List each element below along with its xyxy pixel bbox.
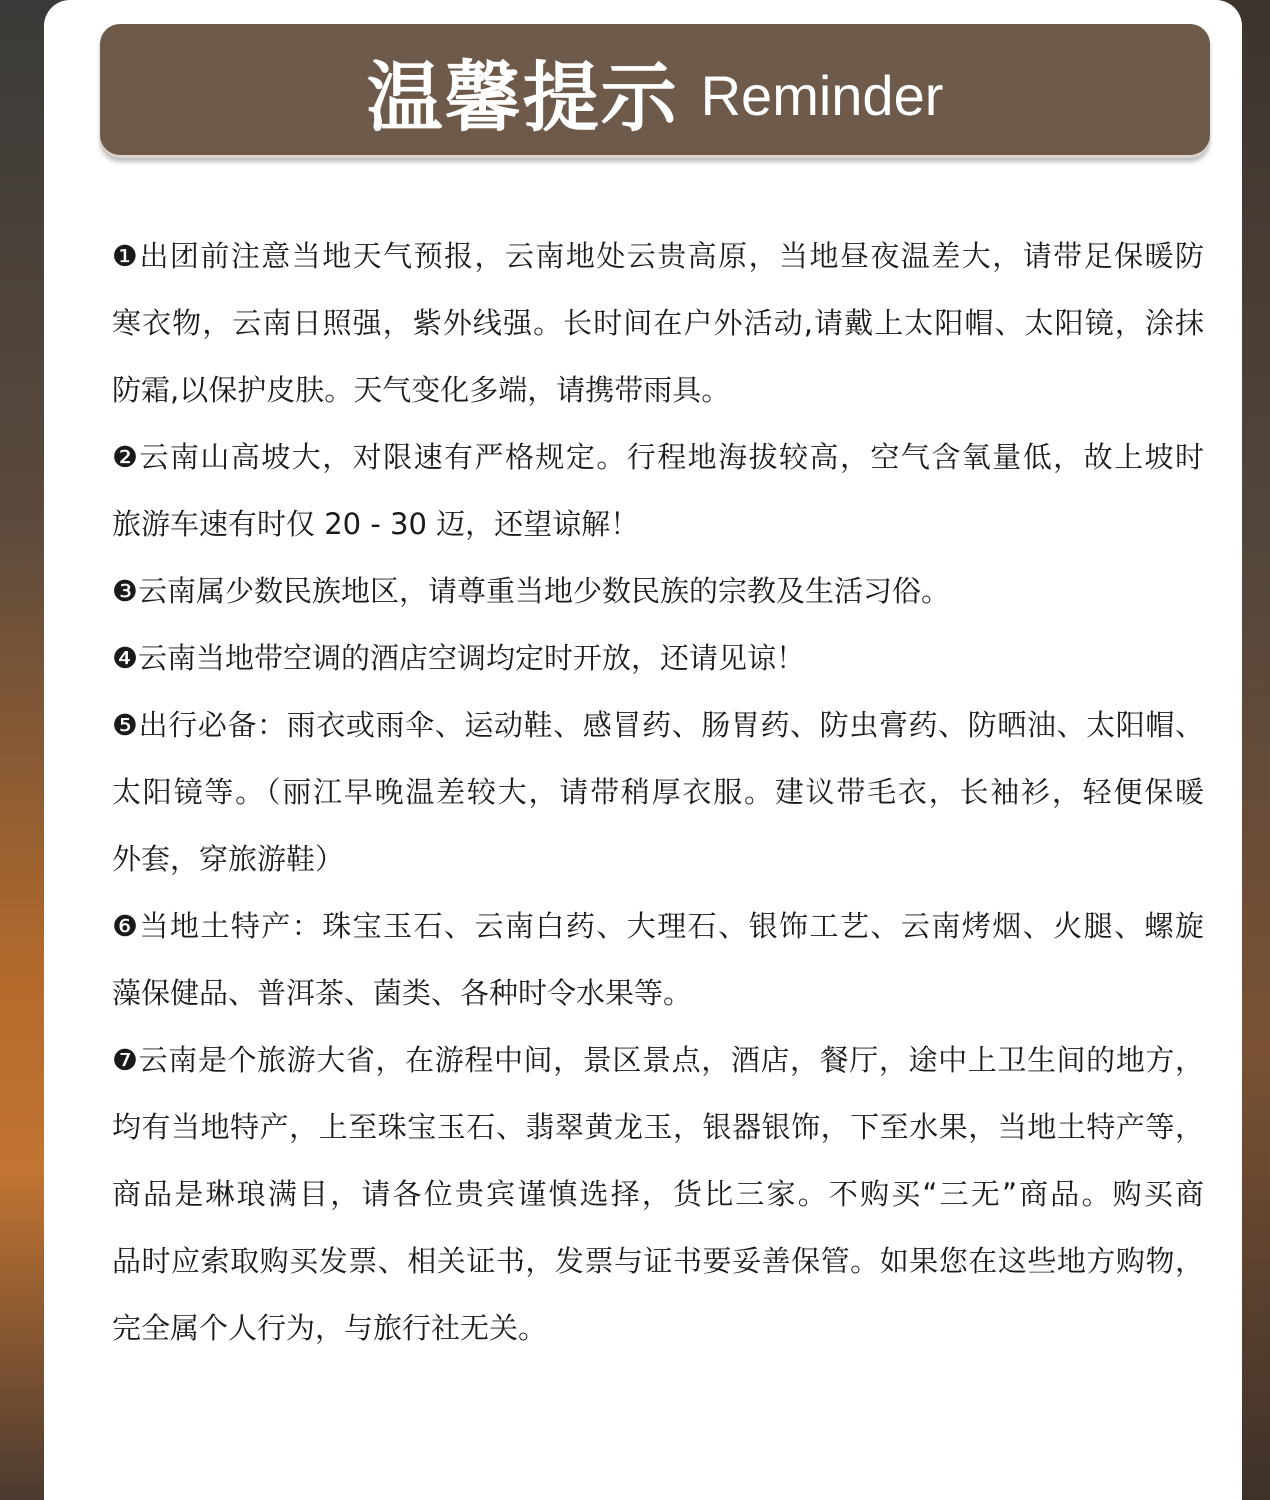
text-line: 藻保健品、普洱茶、菌类、各种时令水果等。 [112, 976, 693, 1010]
text-line: 防霜,以保护皮肤。天气变化多端，请携带雨具。 [112, 373, 731, 407]
text-line: 商品是琳琅满目，请各位贵宾谨慎选择，货比三家。不购买“三无”商品。购买商 [112, 1177, 1204, 1211]
title-banner [100, 24, 1210, 158]
text-line: 均有当地特产，上至珠宝玉石、翡翠黄龙玉，银器银饰，下至水果，当地土特产等， [112, 1110, 1204, 1144]
text-line: 外套，穿旅游鞋） [112, 842, 345, 876]
text-line: 寒衣物，云南日照强，紫外线强。长时间在户外活动,请戴上太阳帽、太阳镜，涂抹 [112, 306, 1204, 340]
text-line: ❶出团前注意当地天气预报，云南地处云贵高原，当地昼夜温差大，请带足保暖防 [112, 239, 1204, 273]
text-line: ❹云南当地带空调的酒店空调均定时开放，还请见谅！ [112, 641, 805, 675]
text-line: ❼云南是个旅游大省，在游程中间，景区景点，酒店，餐厅，途中上卫生间的地方， [112, 1043, 1204, 1077]
title-english: Reminder [700, 63, 944, 127]
text-line: ❸云南属少数民族地区，请尊重当地少数民族的宗教及生活习俗。 [112, 574, 950, 608]
title-chinese: 温馨提示 [366, 52, 679, 142]
reminder-content [112, 223, 1204, 1362]
text-line: 旅游车速有时仅 20 - 30 迈，还望谅解！ [112, 507, 640, 541]
text-line: 品时应索取购买发票、相关证书，发票与证书要妥善保管。如果您在这些地方购物， [112, 1244, 1204, 1278]
text-line: ❻当地土特产：珠宝玉石、云南白药、大理石、银饰工艺、云南烤烟、火腿、螺旋 [112, 909, 1204, 943]
text-line: 完全属个人行为，与旅行社无关。 [112, 1311, 548, 1345]
text-line: 太阳镜等。（丽江早晚温差较大，请带稍厚衣服。建议带毛衣，长袖衫，轻便保暖 [112, 775, 1204, 809]
text-line: ❷云南山高坡大，对限速有严格规定。行程地海拔较高，空气含氧量低，故上坡时 [112, 440, 1204, 474]
text-line: ❺出行必备：雨衣或雨伞、运动鞋、感冒药、肠胃药、防虫膏药、防晒油、太阳帽、 [112, 708, 1204, 742]
